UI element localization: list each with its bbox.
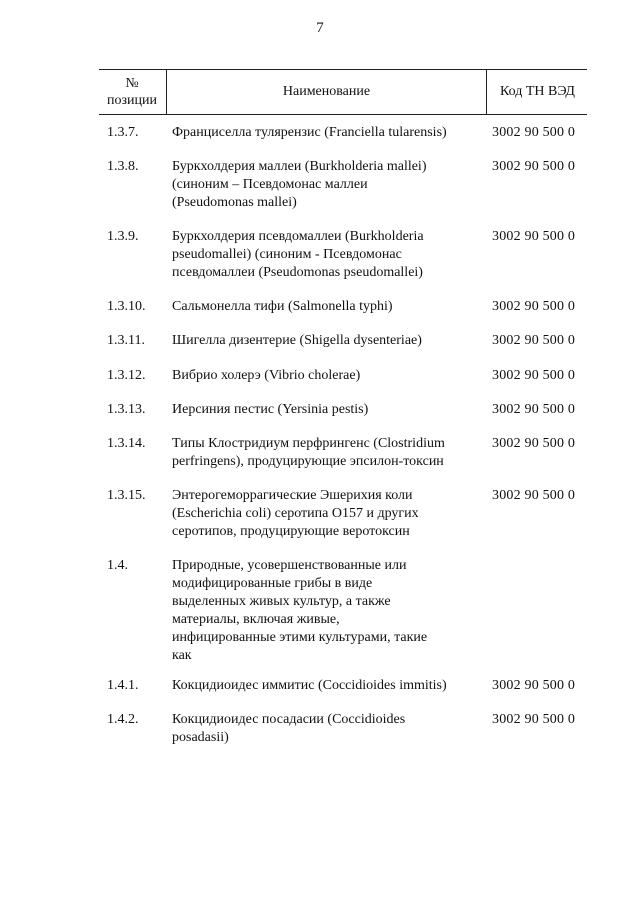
row-number: 1.4.2.	[107, 712, 139, 727]
row-name	[172, 711, 477, 747]
header-position-symbol: №	[125, 76, 139, 91]
row-code: 3002 90 500 0	[492, 299, 576, 314]
row-name-line: pseudomallei) (синоним - Псевдомонас	[172, 247, 402, 262]
row-name-line: выделенных живых культур, а также	[172, 594, 391, 609]
row-name-line: perfringens), продуцирующие эпсилон-токсин	[172, 454, 444, 469]
row-name	[172, 124, 477, 142]
row-name-line: серотипов, продуцирующие веротоксин	[172, 524, 410, 539]
row-name-line: Энтерогеморрагические Эшерихия коли	[172, 488, 413, 503]
row-number: 1.3.14.	[107, 436, 146, 451]
row-name-line: инфицированные этими культурами, такие	[172, 630, 428, 645]
row-name-line: псевдомаллеи (Pseudomonas pseudomallei)	[172, 265, 423, 280]
row-name	[172, 677, 477, 695]
row-name	[172, 367, 477, 385]
row-number: 1.4.	[107, 558, 128, 573]
row-name	[172, 401, 477, 419]
header-position-cell	[99, 70, 165, 114]
row-name-line: (Pseudomonas mallei)	[172, 195, 297, 210]
row-number: 1.4.1.	[107, 678, 139, 693]
row-name-line: Кокцидиоидес посадасии (Coccidioides	[172, 712, 406, 727]
header-name: Наименование	[166, 70, 486, 114]
row-code: 3002 90 500 0	[492, 125, 576, 140]
row-number: 1.3.11.	[107, 333, 145, 348]
row-number: 1.3.9.	[107, 229, 139, 244]
table-header	[99, 69, 587, 115]
row-code: 3002 90 500 0	[492, 159, 576, 174]
row-name-line: Сальмонелла тифи (Salmonella typhi)	[172, 299, 393, 314]
row-name	[172, 158, 477, 212]
row-code: 3002 90 500 0	[492, 712, 576, 727]
row-code: 3002 90 500 0	[492, 333, 576, 348]
row-number: 1.3.15.	[107, 488, 146, 503]
row-code: 3002 90 500 0	[492, 488, 576, 503]
row-name-line: Кокцидиоидес иммитис (Coccidioides immitis)	[172, 678, 447, 693]
row-name-line: Типы Клостридиум перфрингенс (Clostridium	[172, 436, 445, 451]
row-name-line: Природные, усовершенствованные или	[172, 558, 407, 573]
row-name-line: материалы, включая живые,	[172, 612, 340, 627]
row-name-line: Франциселла тулярензис (Franciella tularensis)	[172, 125, 447, 140]
row-name	[172, 332, 477, 350]
row-name-line: как	[172, 648, 192, 663]
header-position-label: позиции	[107, 93, 157, 108]
row-name-line: Шигелла дизентерие (Shigella dysenteriae)	[172, 333, 422, 348]
row-number: 1.3.12.	[107, 368, 146, 383]
row-name	[172, 487, 477, 541]
row-code: 3002 90 500 0	[492, 229, 576, 244]
row-number: 1.3.7.	[107, 125, 139, 140]
header-code: Код ТН ВЭД	[486, 70, 588, 114]
row-name-line: модифицированные грибы в виде	[172, 576, 373, 591]
row-number: 1.3.10.	[107, 299, 146, 314]
row-name	[172, 228, 477, 282]
row-code: 3002 90 500 0	[492, 402, 576, 417]
row-name-line: posadasii)	[172, 730, 229, 745]
row-code: 3002 90 500 0	[492, 368, 576, 383]
row-name-line: Буркхолдерия маллеи (Burkholderia mallei)	[172, 159, 427, 174]
row-name-line: Вибрио холерэ (Vibrio cholerae)	[172, 368, 361, 383]
page-number: 7	[316, 20, 324, 36]
row-number: 1.3.13.	[107, 402, 146, 417]
row-name	[172, 557, 477, 665]
row-name	[172, 298, 477, 316]
row-name-line: (Escherichia coli) серотипа О157 и других	[172, 506, 419, 521]
row-code: 3002 90 500 0	[492, 678, 576, 693]
row-name-line: Буркхолдерия псевдомаллеи (Burkholderia	[172, 229, 424, 244]
row-name-line: Иерсиния пестис (Yersinia pestis)	[172, 402, 369, 417]
row-code: 3002 90 500 0	[492, 436, 576, 451]
row-name	[172, 435, 477, 471]
row-number: 1.3.8.	[107, 159, 139, 174]
row-name-line: (синоним – Псевдомонас маллеи	[172, 177, 368, 192]
